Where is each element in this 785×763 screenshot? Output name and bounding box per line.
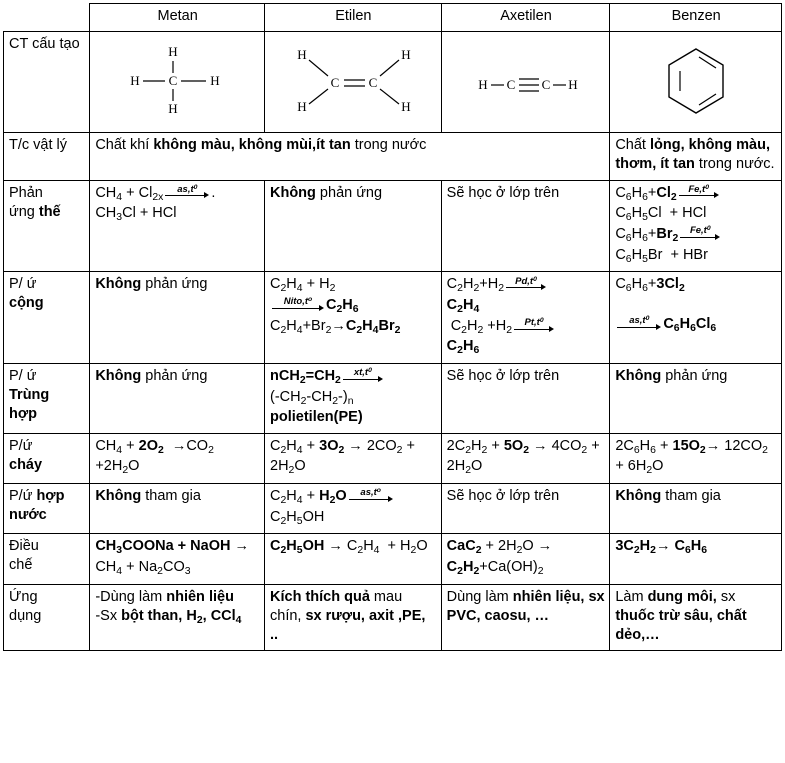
svg-text:C: C <box>168 73 177 89</box>
text-dung-lam-2: Dùng làm <box>446 588 513 605</box>
svg-text:C: C <box>506 77 516 93</box>
header-metan: Metan <box>90 4 265 32</box>
dieuche-benzen: $3C_2H_2\to C_6H_6$ <box>610 534 782 584</box>
row-label-cau-tao: CT cấu tạo <box>4 32 90 133</box>
physical-props-benzen <box>610 133 782 180</box>
trunghop-axetilen: Sẽ học ở lớp trên <box>441 364 610 434</box>
hopnuoc-benzen: Không tham gia <box>610 483 782 533</box>
arrow-xt-to: $xt,t^0$ <box>343 368 383 384</box>
text-nhien-lieu: nhiên liệu <box>166 588 234 605</box>
text-khong-3: Không <box>95 368 142 384</box>
row-label-phan-ung-the: Phản ứng thế <box>4 180 90 272</box>
text-chat-khi: Chất khí <box>95 137 154 154</box>
dieuche-etilen: $C_2H_5OH \to C_2H_4 + H_2O$ <box>265 534 442 584</box>
svg-text:H: H <box>297 47 308 63</box>
the-metan: $CH_4 + Cl_{2x}$ $as,t^0$ . $CH_3Cl$ + HCl <box>90 180 265 272</box>
text-long-khong-mau: lỏng, không màu, thơm, ít tan <box>615 137 771 173</box>
benzene-structure-icon <box>615 35 777 127</box>
chay-metan: $CH_4 + 2O_2 \to CO_2 +2H_2O$ <box>90 433 265 483</box>
ethylene-structure-icon <box>270 35 437 125</box>
cong-benzen: $C_6H_6+3Cl_2$ $as,t^0$ $C_6H_6Cl_6$ <box>610 272 782 364</box>
svg-text:H: H <box>297 99 308 115</box>
text-khong-mau-mui: không màu, không mùi, <box>153 137 317 154</box>
arrow-as-to-3: $as,t^o$ <box>349 488 393 504</box>
row-label-pu-hop-nuoc: P/ứ hợp nước <box>4 483 90 533</box>
text-khong-6: Không <box>615 487 662 504</box>
row-label-tc-vat-ly: T/c vật lý <box>4 133 90 180</box>
table-row <box>4 534 782 584</box>
ungdung-axetilen <box>441 584 610 650</box>
text-khong-4: Không <box>615 368 662 384</box>
chay-etilen: $C_2H_4 + 3O_2 \to 2CO_2 + 2H_2O$ <box>265 433 442 483</box>
svg-text:C: C <box>330 75 340 91</box>
text-bot-than: bột than, $H_2$, CCl$_4$ <box>121 607 242 626</box>
ungdung-etilen <box>265 584 442 650</box>
header-axetilen: Axetilen <box>441 4 610 32</box>
svg-text:H: H <box>209 73 220 89</box>
table-row <box>4 272 782 364</box>
text-sx-2: sx <box>716 588 736 605</box>
svg-text:H: H <box>167 101 178 117</box>
svg-text:H: H <box>401 47 412 63</box>
methane-svg <box>118 41 238 119</box>
table-header-row <box>4 4 782 32</box>
svg-text:H: H <box>568 77 578 93</box>
cong-axetilen: $C_2H_2+H_2$ $Pd,t^0$ $C_2H_4$ $C_2H_2 +H_2$ $Pt,t^0$ $C_2H_6$ <box>441 272 610 364</box>
text-trong-nuoc2: trong nước. <box>694 156 775 173</box>
structure-axetilen <box>441 32 610 133</box>
arrow-nito-to: $Nito,t^o$ <box>272 297 324 313</box>
text-sx: -Sx <box>95 607 122 624</box>
svg-text:C: C <box>368 75 378 91</box>
the-benzen: $C_6H_6+Cl_2$ $Fe,t^0$ $C_6H_5Cl$ + HCl $C_6H_6+Br_2$ $Fe,t^0$ $C_6H_5Br$ + HBr <box>610 180 782 272</box>
acetylene-svg <box>461 41 591 119</box>
table-row <box>4 133 782 180</box>
arrow-as-to: $as,t^0$ <box>165 185 209 201</box>
header-blank <box>4 4 90 32</box>
svg-text:H: H <box>478 77 488 93</box>
hopnuoc-etilen: $C_2H_4 + H_2O$ $as,t^o$ $C_2H_5OH$ <box>265 483 442 533</box>
trunghop-benzen: Không phản ứng <box>610 364 782 434</box>
row-label-pu-chay: P/ứ cháy <box>4 433 90 483</box>
text-thuoc-tru-sau: thuốc trừ sâu, chất dẻo,… <box>615 607 747 643</box>
the-axetilen: Sẽ học ở lớp trên <box>441 180 610 272</box>
text-khong-5: Không <box>95 487 142 504</box>
ethylene-svg <box>288 41 418 119</box>
table-row <box>4 32 782 133</box>
hopnuoc-axetilen: Sẽ học ở lớp trên <box>441 483 610 533</box>
arrow-fe-to-2: $Fe,t^0$ <box>680 226 720 242</box>
trunghop-metan: Không phản ứng <box>90 364 265 434</box>
structure-benzen <box>610 32 782 133</box>
table-row <box>4 180 782 272</box>
text-khong: Không <box>270 184 316 201</box>
table-row <box>4 364 782 434</box>
ungdung-benzen <box>610 584 782 650</box>
row-label-dieu-che: Điều chế <box>4 534 90 584</box>
row-label-pu-cong: P/ ứ cộng <box>4 272 90 364</box>
structure-metan <box>90 32 265 133</box>
chay-axetilen: $2C_2H_2 + 5O_2 \to 4CO_2 + 2H_2O$ <box>441 433 610 483</box>
svg-text:H: H <box>129 73 140 89</box>
arrow-pt-to: $Pt,t^0$ <box>514 318 554 334</box>
text-sx-ruou: sx rượu, axit ,PE, .. <box>270 607 426 643</box>
text-dung-moi: dung môi, <box>647 588 717 605</box>
arrow-as-to-2: $as,t^0$ <box>617 316 661 332</box>
text-mau-chin: mau chín, <box>270 588 403 624</box>
text-dung-lam: -Dùng làm <box>95 588 167 605</box>
table-row <box>4 584 782 650</box>
hopnuoc-metan: Không tham gia <box>90 483 265 533</box>
text-chat: Chất <box>615 137 650 154</box>
text-it-tan: ít tan <box>316 137 351 154</box>
text-kich-thich: Kích thích quả <box>270 588 370 605</box>
text-khong-2: Không <box>95 276 142 293</box>
svg-text:H: H <box>167 44 178 60</box>
cong-etilen: $C_2H_4 + H_2$ $Nito,t^o$ $C_2H_6$ $C_2H_4+Br_2\to C_2H_4Br_2$ <box>265 272 442 364</box>
header-benzen: Benzen <box>610 4 782 32</box>
trunghop-etilen: $nCH_2=CH_2$ $xt,t^0$ $(-CH_2-CH_2-)_n$ polietilen(PE) <box>265 364 442 434</box>
physical-props-gases <box>90 133 610 180</box>
table-row <box>4 433 782 483</box>
header-etilen: Etilen <box>265 4 442 32</box>
arrow-fe-to: $Fe,t^0$ <box>679 185 719 201</box>
ungdung-metan <box>90 584 265 650</box>
text-trong-nuoc: trong nước <box>350 137 427 154</box>
the-etilen: Không phản ứng <box>265 180 442 272</box>
row-label-ung-dung: Ứng dụng <box>4 584 90 650</box>
benzene-svg <box>656 41 736 121</box>
svg-text:C: C <box>541 77 551 93</box>
hydrocarbon-comparison-table <box>3 3 782 651</box>
cong-metan: Không phản ứng <box>90 272 265 364</box>
chay-benzen: $2C_6H_6 + 15O_2\to 12CO_2 + 6H_2O$ <box>610 433 782 483</box>
text-lam: Làm <box>615 588 648 605</box>
svg-text:H: H <box>401 99 412 115</box>
methane-structure-icon <box>95 35 260 125</box>
dieuche-axetilen: $CaC_2 + 2H_2O \to C_2H_2+Ca(OH)_2$ <box>441 534 610 584</box>
acetylene-structure-icon <box>447 35 606 125</box>
text-polietilen: polietilen(PE) <box>270 409 363 426</box>
structure-etilen <box>265 32 442 133</box>
chemistry-comparison-sheet <box>0 3 785 763</box>
arrow-pd-to: $Pd,t^0$ <box>506 277 546 293</box>
row-label-pu-trung-hop: P/ ứ Trùng hợp <box>4 364 90 434</box>
dieuche-metan: $CH_3COONa$ + NaOH → $CH_4 + Na_2CO_3$ <box>90 534 265 584</box>
text-nhien-lieu-pvc: nhiên liệu, sx PVC, caosu, … <box>446 588 605 624</box>
table-row <box>4 483 782 533</box>
